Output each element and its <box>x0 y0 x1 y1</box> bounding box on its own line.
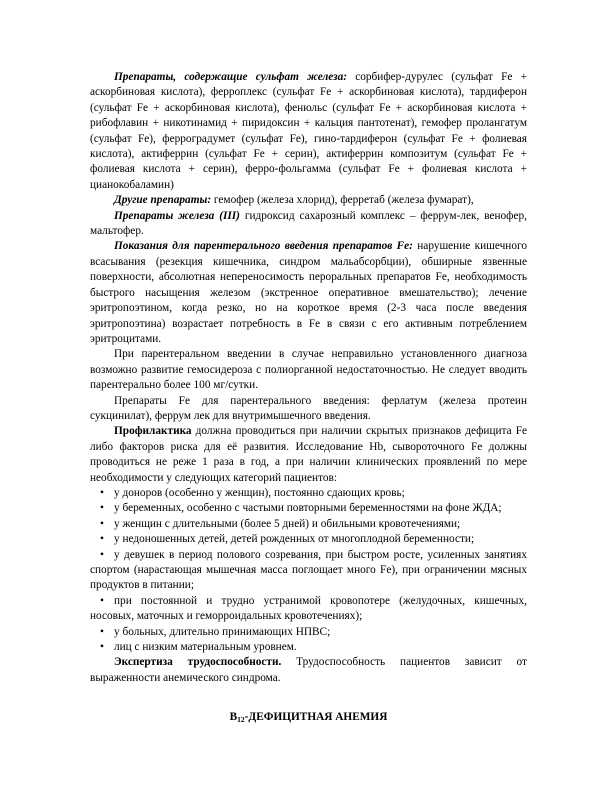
paragraph-text: гидроксид сахарозный комплекс – феррум-лек, венофер, мальтофер. <box>90 209 527 238</box>
paragraph-text: гемофер (железа хлорид), ферретаб (железа фумарат), <box>211 194 474 207</box>
list-item: • у доноров (особенно у женщин), постоянно сдающих кровь; <box>90 486 527 501</box>
paragraph-parenteral-drugs: Препараты Fe для парентерального введения: ферлатум (железа протеин сукцинилат), феррум лек для внутримышечного введения. <box>90 394 527 422</box>
paragraph-label: Профилактика <box>114 425 192 438</box>
paragraph-label: Препараты, содержащие сульфат железа: <box>114 71 347 83</box>
heading-subscript: 12 <box>237 715 245 725</box>
list-item: • у недоношенных детей, детей рожденных от многоплодной беременности; <box>90 532 527 547</box>
paragraph-label: Препараты железа (III) <box>114 209 240 222</box>
paragraph-text: нарушение кишечного всасывания (резекция кишечника, синдром мальабсорбции), обширные язвенные поверхности, абсолютная непереносимость пероральных препаратов Fe, необходимость быстрого насыщения железом (экстренное оперативное вмешательство); лечение эритропоэтином, когда резко, но на короткое время (2-3 часа после введения эритропоэтина) возрастает потребность в Fe в связи с его активным потреблением эритроцитами. <box>90 240 527 345</box>
list-item: • при постоянной и трудно устранимой кровопотере (желудочных, кишечных, носовых, маточных и геморроидальных кровотечениях); <box>90 594 527 625</box>
paragraph-label: Экспертиза трудоспособности. <box>114 656 282 669</box>
paragraph-label: Другие препараты: <box>114 194 212 207</box>
paragraph-work-capacity <box>90 655 527 686</box>
heading-prefix: B <box>229 711 238 724</box>
paragraph-prophylaxis <box>90 424 527 486</box>
risk-groups-list <box>90 486 527 655</box>
paragraph-text: должна проводиться при наличии скрытых признаков дефицита Fe либо факторов риска для её развития. Исследование Hb, сывороточного Fe должны проводиться не реже 1 раза в год, а при наличии клинических проявлений по мере необходимости у следующих категорий пациентов: <box>90 425 527 484</box>
document-page <box>90 70 527 726</box>
paragraph-iron-iii-drugs <box>90 209 527 240</box>
paragraph-label: Показания для парентерального введения препаратов Fe: <box>114 240 413 253</box>
list-item: • у женщин с длительными (более 5 дней) и обильными кровотечениями; <box>90 517 527 532</box>
list-item: • у беременных, особенно с частыми повторными беременностями на фоне ЖДА; <box>90 501 527 516</box>
paragraph-text: Трудоспособность пациентов зависит от выраженности анемического синдрома. <box>90 656 527 684</box>
paragraph-parenteral-warning: При парентеральном введении в случае неправильно установленного диагноза возможно развитие гемосидероза с полиорганной недостаточностью. Не следует вводить парентерально более 100 мг/сутки. <box>90 348 527 392</box>
paragraph-other-drugs <box>90 193 527 208</box>
list-item: • лиц с низким материальным уровнем. <box>90 640 527 655</box>
list-item: • у девушек в период полового созревания, при быстром росте, усиленных занятиях спортом (нарастающая мышечная масса поглощает много Fe), при ограничении мясных продуктов в питании; <box>90 548 527 594</box>
heading-suffix: -ДЕФИЦИТНАЯ АНЕМИЯ <box>244 711 388 724</box>
paragraph-parenteral-indications <box>90 239 527 347</box>
list-item: • у больных, длительно принимающих НПВС; <box>90 625 527 640</box>
paragraph-text: сорбифер-дурулес (сульфат Fe + аскорбиновая кислота), ферроплекс (сульфат Fe + аскорбиновая кислота), тардиферон (сульфат Fe + аскорбиновая кислота), фенюльс (сульфат Fe + аскорбиновая кислота + рибофлавин + никотинамид + пиридоксин + кальция пантотенат), гемофер пролангатум (сульфат Fe), ферроградумет (сульфат Fe), гино-тардиферон (сульфат Fe + фолиевая кислота), актиферрин (сульфат Fe + серин), актиферрин композитум (сульфат Fe + фолиевая кислота + серин), ферро-фольгамма (сульфат Fe + фолиевая кислота + цианокобаламин) <box>90 71 527 191</box>
paragraph-iron-sulfate-drugs <box>90 70 527 193</box>
section-heading <box>90 710 527 725</box>
